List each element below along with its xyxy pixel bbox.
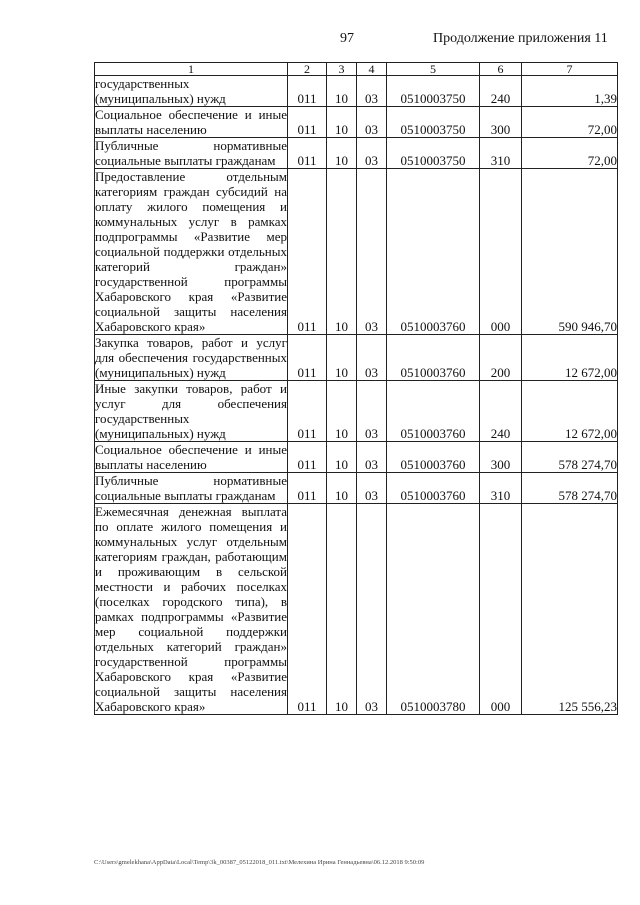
column-number-row [95,63,618,76]
row-description: Социальное обеспечение и иные выплаты населению [95,107,287,137]
file-path-footer: C:\Users\gmelekhana\AppData\Local\Temp\3k_00387_05122018_011.txt\Мелехина Ирина Геннадьевна\06.12.2018 9:50:09 [94,859,425,866]
table-row [95,335,618,381]
target-article-code: 0510003760 [387,442,480,473]
amount: 12 672,00 [522,335,618,381]
ministry-code: 011 [288,335,327,381]
column-header: 3 [327,63,357,76]
subsection-code: 03 [357,76,387,107]
ministry-code: 011 [288,473,327,504]
ministry-code: 011 [288,76,327,107]
amount: 125 556,23 [522,504,618,715]
table-row [95,107,618,138]
table-row [95,504,618,715]
column-header: 6 [480,63,522,76]
row-description: государственных (муниципальных) нужд [95,76,288,107]
ministry-code: 011 [288,504,327,715]
table-row [95,442,618,473]
table-row [95,76,618,107]
section-code: 10 [327,169,357,335]
amount: 1,39 [522,76,618,107]
subsection-code: 03 [357,335,387,381]
amount: 72,00 [522,138,618,169]
subsection-code: 03 [357,504,387,715]
expense-type-code: 240 [480,381,522,442]
column-header: 4 [357,63,387,76]
subsection-code: 03 [357,169,387,335]
page-number: 97 [340,31,354,46]
subsection-code: 03 [357,381,387,442]
amount: 590 946,70 [522,169,618,335]
ministry-code: 011 [288,138,327,169]
target-article-code: 0510003760 [387,473,480,504]
target-article-code: 0510003760 [387,381,480,442]
row-description: Закупка товаров, работ и услуг для обеспечения государственных (муниципальных) нужд [95,335,287,380]
row-description: Публичные нормативные социальные выплаты гражданам [95,138,287,168]
expense-type-code: 240 [480,76,522,107]
expense-type-code: 000 [480,169,522,335]
target-article-code: 0510003760 [387,169,480,335]
subsection-code: 03 [357,107,387,138]
target-article-code: 0510003750 [387,107,480,138]
section-code: 10 [327,381,357,442]
expense-type-code: 300 [480,107,522,138]
ministry-code: 011 [288,442,327,473]
target-article-code: 0510003760 [387,335,480,381]
target-article-code: 0510003750 [387,138,480,169]
target-article-code: 0510003750 [387,76,480,107]
column-header: 2 [288,63,327,76]
section-code: 10 [327,76,357,107]
column-header: 1 [95,63,288,76]
amount: 578 274,70 [522,442,618,473]
subsection-code: 03 [357,442,387,473]
target-article-code: 0510003780 [387,504,480,715]
expense-type-code: 310 [480,473,522,504]
row-description: Иные закупки товаров, работ и услуг для обеспечения государственных (муниципальных) нужд [95,381,287,441]
ministry-code: 011 [288,107,327,138]
expense-type-code: 200 [480,335,522,381]
budget-table [94,62,618,715]
amount: 12 672,00 [522,381,618,442]
expense-type-code: 300 [480,442,522,473]
section-code: 10 [327,473,357,504]
ministry-code: 011 [288,381,327,442]
row-description: Публичные нормативные социальные выплаты гражданам [95,473,287,503]
section-code: 10 [327,504,357,715]
section-code: 10 [327,442,357,473]
subsection-code: 03 [357,473,387,504]
row-description: Социальное обеспечение и иные выплаты населению [95,442,287,472]
subsection-code: 03 [357,138,387,169]
row-description: Предоставление отдельным категориям граждан субсидий на оплату жилого помещения и коммунальных услуг в рамках подпрограммы «Развитие мер социальной поддержки отдельных категорий граждан» государственной программы Хабаровского края «Развитие социальной защиты населения Хабаровского края» [95,169,287,334]
table-row [95,169,618,335]
expense-type-code: 310 [480,138,522,169]
expense-type-code: 000 [480,504,522,715]
ministry-code: 011 [288,169,327,335]
row-description: Ежемесячная денежная выплата по оплате жилого помещения и коммунальных услуг отдельным категориям граждан, работающим и проживающим в сельской местности и рабочих поселках (поселках городского типа), в рамках подпрограммы «Развитие мер социальной поддержки отдельных категорий граждан» государственной программы Хабаровского края «Развитие социальной защиты населения Хабаровского края» [95,504,287,714]
section-code: 10 [327,138,357,169]
column-header: 5 [387,63,480,76]
section-code: 10 [327,335,357,381]
amount: 578 274,70 [522,473,618,504]
table-row [95,381,618,442]
table-row [95,138,618,169]
column-header: 7 [522,63,618,76]
continuation-title: Продолжение приложения 11 [433,31,608,46]
section-code: 10 [327,107,357,138]
amount: 72,00 [522,107,618,138]
table-row [95,473,618,504]
